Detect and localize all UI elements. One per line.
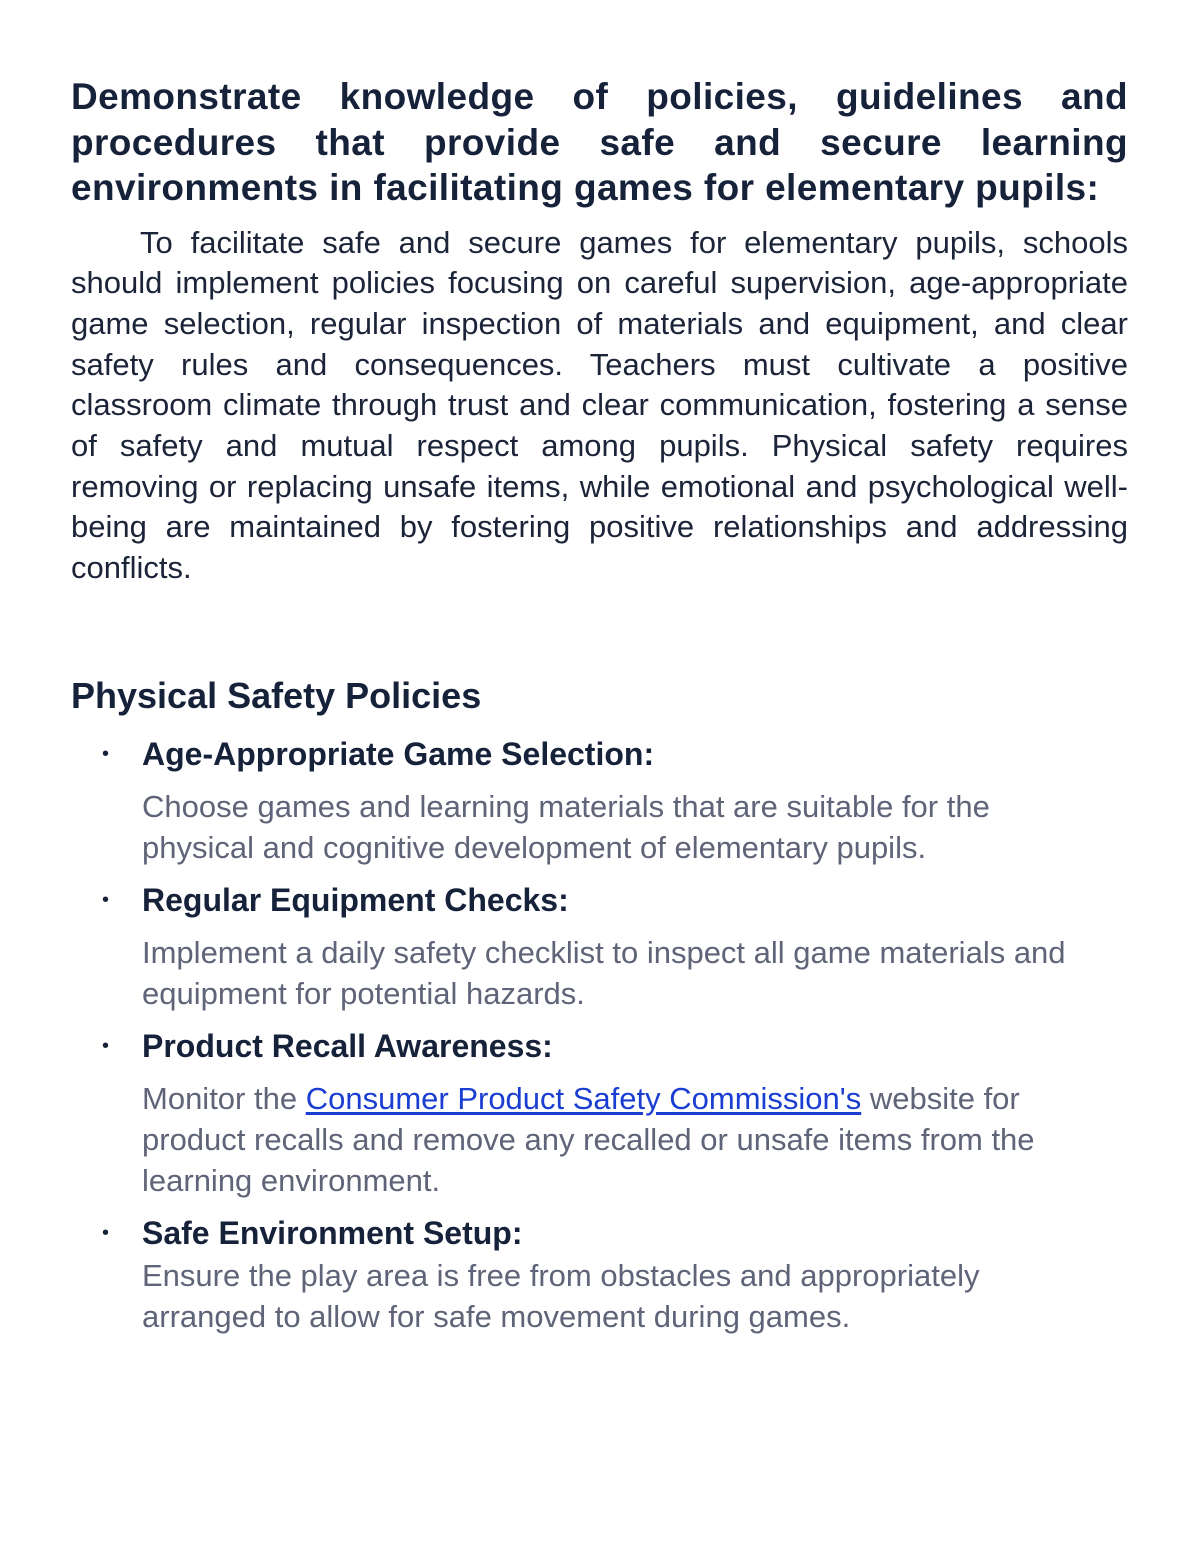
policy-title: Age-Appropriate Game Selection: xyxy=(142,735,655,772)
policy-description xyxy=(142,1078,1128,1201)
policy-list xyxy=(71,732,1128,1337)
section-heading-physical-safety: Physical Safety Policies xyxy=(71,674,482,716)
bullet-icon: • xyxy=(102,1221,110,1244)
policy-description: Implement a daily safety checklist to inspect all game materials and equipment for potential hazards. xyxy=(142,934,1066,1011)
policy-item-recall-awareness xyxy=(71,1024,1128,1201)
main-heading: Demonstrate knowledge of policies, guidelines and procedures that provide safe and secure learning environments in facilitating games for elementary pupils: xyxy=(71,76,1128,208)
policy-item-equipment-checks xyxy=(71,878,1128,1014)
policy-item-age-appropriate xyxy=(71,732,1128,868)
description-prefix: Monitor the xyxy=(142,1080,298,1116)
policy-title: Safe Environment Setup: xyxy=(142,1214,523,1251)
cpsc-website-link[interactable]: Consumer Product Safety Commission's xyxy=(305,1080,862,1116)
policy-description: Ensure the play area is free from obstacles and appropriately arranged to allow for safe movement during games. xyxy=(142,1257,980,1334)
bullet-icon: • xyxy=(102,888,110,911)
policy-title: Product Recall Awareness: xyxy=(142,1027,553,1064)
description-suffix: website for product recalls and remove any recalled or unsafe items from the learning environment. xyxy=(142,1080,1035,1198)
bullet-icon: • xyxy=(102,742,110,765)
policy-description: Choose games and learning materials that are suitable for the physical and cognitive development of elementary pupils. xyxy=(142,788,990,865)
policy-item-safe-environment xyxy=(71,1211,1128,1337)
intro-paragraph: To facilitate safe and secure games for elementary pupils, schools should implement policies focusing on careful supervision, age-appropriate game selection, regular inspection of materials and equipment, and clear safety rules and consequences. Teachers must cultivate a positive classroom climate through trust and clear communication, fostering a sense of safety and mutual respect among pupils. Physical safety requires removing or replacing unsafe items, while emotional and psychological well-being are maintained by fostering positive relationships and addressing conflicts. xyxy=(71,224,1128,586)
policy-title: Regular Equipment Checks: xyxy=(142,881,569,918)
bullet-icon: • xyxy=(102,1034,110,1057)
